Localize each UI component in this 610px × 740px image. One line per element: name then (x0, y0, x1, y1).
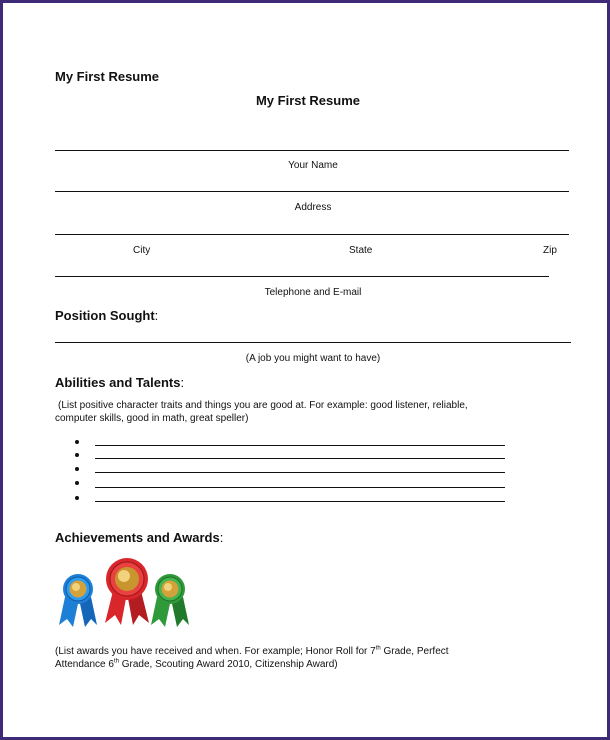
award-ribbons-icon (55, 555, 197, 633)
bullet-icon (75, 440, 79, 444)
position-sought-heading-text: Position Sought (55, 308, 155, 323)
telephone-email-label: Telephone and E-mail (264, 287, 362, 298)
address-line[interactable] (55, 191, 569, 192)
position-hint: (A job you might want to have) (245, 353, 381, 364)
bullet-icon (75, 481, 79, 485)
achievements-heading-text: Achievements and Awards (55, 530, 220, 545)
green-ribbon-icon (151, 574, 189, 627)
bullet-icon (75, 453, 79, 457)
city-label: City (133, 245, 151, 256)
achievements-hint-1a: (List awards you have received and when. For example; Honor Roll for 7 (55, 646, 376, 657)
document-title: My First Resume (55, 69, 160, 84)
position-sought-colon: : (154, 308, 159, 323)
achievements-hint-2-sup: th (113, 658, 119, 665)
achievements-colon: : (219, 530, 224, 545)
ability-line-2[interactable] (95, 458, 505, 459)
abilities-heading (55, 375, 184, 390)
achievements-hint-line-2 (55, 659, 338, 670)
abilities-hint-line-1: (List positive character traits and things you are good at. For example: good listener, reliable, (58, 400, 468, 411)
position-line[interactable] (55, 342, 571, 343)
telephone-email-line[interactable] (55, 276, 549, 277)
abilities-heading-text: Abilities and Talents (55, 375, 181, 390)
address-label: Address (294, 202, 332, 213)
bullet-icon (75, 496, 79, 500)
resume-title: My First Resume (255, 93, 361, 108)
ability-line-3[interactable] (95, 472, 505, 473)
city-state-zip-line[interactable] (55, 234, 569, 235)
ability-line-5[interactable] (95, 501, 505, 502)
bullet-icon (75, 467, 79, 471)
your-name-label: Your Name (288, 160, 338, 171)
blue-ribbon-icon (59, 574, 97, 627)
achievements-hint-2a: Attendance 6 (55, 659, 114, 670)
ability-line-4[interactable] (95, 487, 505, 488)
achievements-hint-1-sup: th (375, 645, 381, 652)
achievements-heading (55, 530, 223, 545)
achievements-hint-2b: Grade, Scouting Award 2010, Citizenship Award) (118, 659, 338, 670)
abilities-colon: : (180, 375, 185, 390)
name-line[interactable] (55, 150, 569, 151)
state-label: State (349, 245, 373, 256)
red-ribbon-icon (105, 558, 149, 625)
achievements-hint-line-1 (55, 646, 449, 657)
ability-line-1[interactable] (95, 445, 505, 446)
zip-label: Zip (543, 245, 557, 256)
abilities-hint-line-2: computer skills, good in math, great speller) (55, 413, 249, 424)
achievements-hint-1b: Grade, Perfect (380, 646, 449, 657)
position-sought-heading (55, 308, 158, 323)
